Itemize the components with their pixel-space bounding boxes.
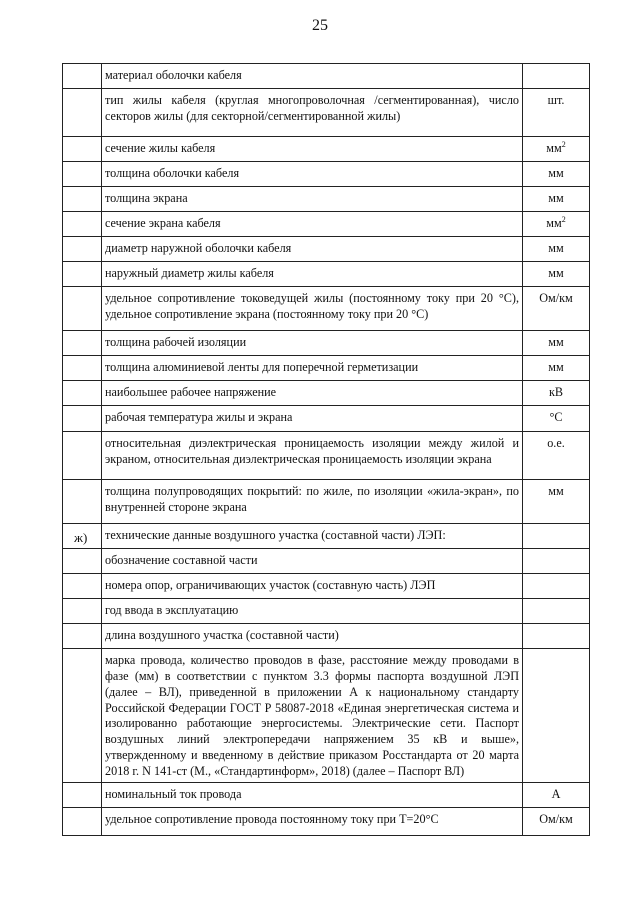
- row-mark: [63, 480, 101, 486]
- unit-cell: [523, 212, 590, 237]
- page-number: 25: [312, 17, 328, 34]
- row-mark-cell: [63, 432, 102, 480]
- unit-cell: [523, 549, 590, 574]
- unit-cell: [523, 649, 590, 783]
- parameter-name: толщина алюминиевой ленты для поперечной герметизации: [102, 356, 523, 381]
- row-mark-cell: [63, 162, 102, 187]
- table-row: [63, 549, 590, 574]
- table-row: [63, 356, 590, 381]
- unit-label: шт.: [547, 93, 565, 107]
- table-row: [63, 406, 590, 432]
- row-mark-cell: [63, 406, 102, 432]
- parameter-name: диаметр наружной оболочки кабеля: [102, 237, 523, 262]
- unit-superscript: 2: [561, 214, 566, 224]
- row-mark: ж): [74, 530, 88, 545]
- unit-superscript: 2: [561, 139, 566, 149]
- table-row: [63, 524, 590, 549]
- unit-label: мм: [548, 360, 564, 374]
- parameter-name: сечение экрана кабеля: [102, 212, 523, 237]
- table-row: [63, 89, 590, 137]
- parameter-name: рабочая температура жилы и экрана: [102, 406, 523, 432]
- unit-label: мм: [548, 191, 564, 205]
- row-mark-cell: [63, 624, 102, 649]
- row-mark: [63, 356, 101, 362]
- table-row: [63, 237, 590, 262]
- parameter-name: относительная диэлектрическая проницаемость изоляции между жилой и экраном, относительная диэлектрическая проницаемость изоляции экрана: [102, 432, 523, 480]
- unit-cell: [523, 624, 590, 649]
- table-row: [63, 480, 590, 524]
- row-mark-cell: [63, 237, 102, 262]
- parameter-name: номера опор, ограничивающих участок (составную часть) ЛЭП: [102, 574, 523, 599]
- row-mark-cell: [63, 574, 102, 599]
- table-row: [63, 432, 590, 480]
- parameter-name: толщина оболочки кабеля: [102, 162, 523, 187]
- unit-label: мм: [548, 166, 564, 180]
- table-row: [63, 162, 590, 187]
- unit-label: о.е.: [547, 436, 565, 450]
- table-row: [63, 287, 590, 331]
- table-row: [63, 331, 590, 356]
- row-mark: [63, 212, 101, 218]
- unit-label: °С: [549, 410, 563, 424]
- parameter-name: толщина рабочей изоляции: [102, 331, 523, 356]
- table-row: [63, 64, 590, 89]
- unit-cell: [523, 287, 590, 331]
- table-row: [63, 782, 590, 807]
- parameter-name: технические данные воздушного участка (составной части) ЛЭП:: [102, 524, 523, 549]
- unit-label: Ом/км: [539, 811, 573, 826]
- parameter-name: тип жилы кабеля (круглая многопроволочная /сегментированная), число секторов жилы (для секторной/сегментированной жилы): [102, 89, 523, 137]
- row-mark-cell: [63, 137, 102, 162]
- row-mark-cell: [63, 262, 102, 287]
- unit-cell: [523, 574, 590, 599]
- parameter-name: толщина полупроводящих покрытий: по жиле, по изоляции «жила-экран», по внутренней стороне экрана: [102, 480, 523, 524]
- row-mark: [63, 783, 101, 789]
- table-row: [63, 381, 590, 406]
- unit-cell: [523, 331, 590, 356]
- parameters-table: [62, 63, 590, 836]
- row-mark-cell: [63, 212, 102, 237]
- unit-cell: [523, 187, 590, 212]
- unit-cell: [523, 64, 590, 89]
- unit-cell: [523, 162, 590, 187]
- row-mark: [63, 624, 101, 630]
- parameter-name: удельное сопротивление провода постоянному току при Т=20°С: [102, 807, 523, 835]
- parameter-name: сечение жилы кабеля: [102, 137, 523, 162]
- row-mark: [63, 599, 101, 605]
- row-mark: [63, 406, 101, 412]
- row-mark: [63, 89, 101, 95]
- unit-cell: [523, 237, 590, 262]
- row-mark: [63, 162, 101, 168]
- parameter-name: наружный диаметр жилы кабеля: [102, 262, 523, 287]
- row-mark-cell: [63, 356, 102, 381]
- parameter-name: толщина экрана: [102, 187, 523, 212]
- row-mark: [63, 287, 101, 293]
- table-row: [63, 574, 590, 599]
- row-mark: [63, 808, 101, 814]
- parameter-name: удельное сопротивление токоведущей жилы (постоянному току при 20 °С), удельное сопротивление экрана (постоянному току при 20 °С): [102, 287, 523, 331]
- table-row: [63, 187, 590, 212]
- table-row: [63, 807, 590, 835]
- parameter-name: номинальный ток провода: [102, 782, 523, 807]
- unit-cell: [523, 524, 590, 549]
- parameter-name: обозначение составной части: [102, 549, 523, 574]
- table-row: [63, 137, 590, 162]
- row-mark: [63, 331, 101, 337]
- unit-cell: [523, 89, 590, 137]
- row-mark-cell: [63, 331, 102, 356]
- unit-label: Ом/км: [539, 291, 573, 305]
- unit-cell: [523, 432, 590, 480]
- unit-label: А: [551, 786, 561, 801]
- parameters-table-body: [63, 64, 590, 836]
- unit-label: мм: [548, 266, 564, 280]
- row-mark: [63, 574, 101, 580]
- unit-label: мм: [546, 216, 562, 230]
- row-mark: [63, 549, 101, 555]
- row-mark-cell: [63, 480, 102, 524]
- unit-cell: [523, 381, 590, 406]
- unit-label: мм: [548, 241, 564, 255]
- row-mark-cell: [63, 187, 102, 212]
- row-mark-cell: [63, 287, 102, 331]
- table-row: [63, 624, 590, 649]
- parameter-name: марка провода, количество проводов в фазе, расстояние между проводами в фазе (мм) в соответствии с пунктом 3.3 формы паспорта воздушной ЛЭП (далее – ВЛ), приведенной в приложении А к национальному стандарту Российской Федерации ГОСТ Р 58087-2018 «Единая энергетическая система и изолированно работающие энергосистемы. Электрические сети. Паспорт воздушных линий электропередачи напряжением 35 кВ и выше», утвержденному и введенному в действие приказом Росстандарта от 20 марта 2018 г. N 141-ст (М., «Стандартинформ», 2018) (далее – Паспорт ВЛ): [102, 649, 523, 783]
- row-mark: [63, 137, 101, 143]
- row-mark-cell: [63, 64, 102, 89]
- table-row: [63, 649, 590, 783]
- row-mark: [63, 187, 101, 193]
- parameter-name: год ввода в эксплуатацию: [102, 599, 523, 624]
- row-mark: [63, 64, 101, 70]
- row-mark-cell: [63, 599, 102, 624]
- row-mark: [63, 237, 101, 243]
- unit-label: мм: [546, 141, 562, 155]
- table-row: [63, 262, 590, 287]
- unit-cell: [523, 137, 590, 162]
- parameter-name: материал оболочки кабеля: [102, 64, 523, 89]
- unit-cell: [523, 262, 590, 287]
- row-mark-cell: [63, 89, 102, 137]
- unit-cell: [523, 356, 590, 381]
- row-mark-cell: [63, 524, 102, 549]
- unit-cell: [523, 782, 590, 807]
- unit-label: мм: [548, 335, 564, 349]
- unit-label: мм: [548, 484, 564, 498]
- row-mark-cell: [63, 549, 102, 574]
- row-mark-cell: [63, 649, 102, 783]
- parameter-name: наибольшее рабочее напряжение: [102, 381, 523, 406]
- unit-cell: [523, 807, 590, 835]
- parameter-name: длина воздушного участка (составной части): [102, 624, 523, 649]
- table-row: [63, 212, 590, 237]
- row-mark: [63, 432, 101, 438]
- row-mark: [63, 262, 101, 268]
- row-mark-cell: [63, 807, 102, 835]
- table-row: [63, 599, 590, 624]
- row-mark-cell: [63, 381, 102, 406]
- unit-cell: [523, 599, 590, 624]
- row-mark: [63, 649, 101, 655]
- row-mark: [63, 381, 101, 387]
- unit-cell: [523, 406, 590, 432]
- unit-label: кВ: [548, 385, 564, 399]
- unit-cell: [523, 480, 590, 524]
- row-mark-cell: [63, 782, 102, 807]
